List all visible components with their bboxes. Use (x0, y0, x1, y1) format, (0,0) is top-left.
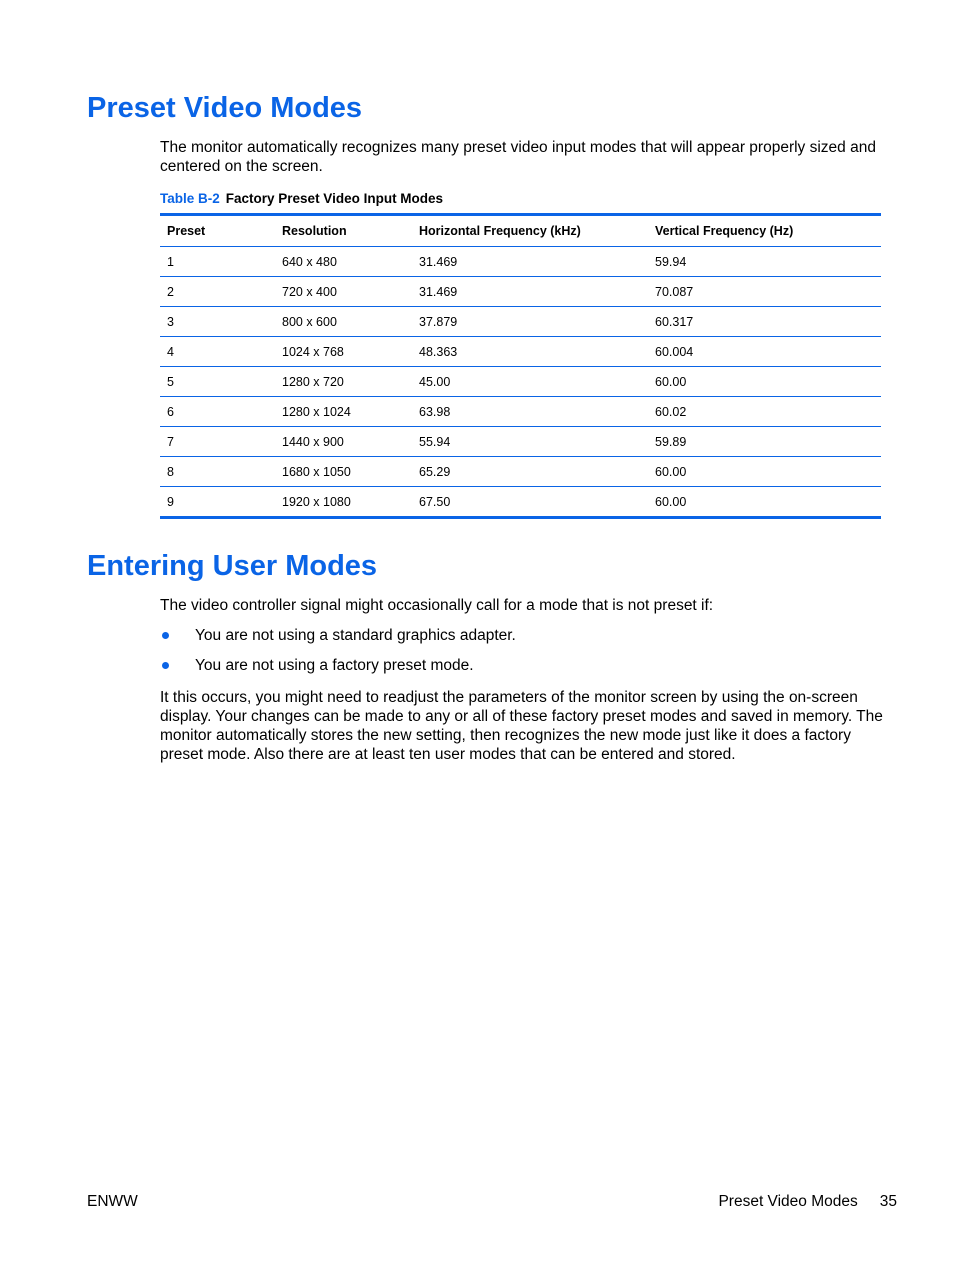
cell-vertical-frequency: 60.02 (655, 404, 687, 419)
cell-resolution: 720 x 400 (282, 284, 337, 299)
cell-horizontal-frequency: 67.50 (419, 494, 451, 509)
cell-vertical-frequency: 60.00 (655, 494, 687, 509)
table-caption-label: Table B-2 (160, 191, 220, 206)
cell-preset: 6 (167, 404, 174, 419)
cell-horizontal-frequency: 31.469 (419, 284, 458, 299)
cell-vertical-frequency: 59.94 (655, 254, 687, 269)
preset-intro-paragraph: The monitor automatically recognizes many preset video input modes that will appear properly sized and centered on the screen. (160, 139, 876, 175)
table-row (160, 367, 881, 397)
column-header-resolution: Resolution (282, 224, 347, 238)
bullet-text: You are not using a factory preset mode. (195, 656, 474, 674)
footer-doc-code: ENWW (87, 1193, 138, 1210)
cell-resolution: 800 x 600 (282, 314, 337, 329)
column-header-preset: Preset (167, 224, 206, 238)
table-row (160, 487, 881, 516)
cell-preset: 3 (167, 314, 174, 329)
cell-preset: 7 (167, 434, 174, 449)
cell-resolution: 1280 x 1024 (282, 404, 351, 419)
cell-preset: 1 (167, 254, 174, 269)
table-row (160, 247, 881, 277)
footer-page-info (718, 1192, 897, 1211)
table-caption-title: Factory Preset Video Input Modes (225, 191, 444, 206)
column-header-horizontal-frequency: Horizontal Frequency (kHz) (419, 224, 581, 238)
cell-vertical-frequency: 70.087 (655, 284, 694, 299)
cell-preset: 2 (167, 284, 174, 299)
footer-page-number: 35 (879, 1193, 897, 1210)
list-item (160, 656, 516, 675)
cell-resolution: 1440 x 900 (282, 434, 344, 449)
cell-horizontal-frequency: 63.98 (419, 404, 451, 419)
table-row (160, 457, 881, 487)
section-heading-entering-user-modes: Entering User Modes (87, 550, 378, 582)
cell-horizontal-frequency: 48.363 (419, 344, 458, 359)
table-header-row (160, 216, 881, 247)
user-modes-detail-paragraph: It this occurs, you might need to readjust the parameters of the monitor screen by using the on-screen display. Your changes can be made to any or all of these factory preset modes and saved in memory. The monitor automatically stores the new setting, then recognizes the new mode just like it does a factory preset mode. Also there are at least ten user modes that can be entered and stored. (160, 689, 883, 763)
user-modes-intro-paragraph: The video controller signal might occasionally call for a mode that is not preset if: (160, 597, 714, 614)
cell-preset: 5 (167, 374, 174, 389)
cell-vertical-frequency: 60.317 (655, 314, 694, 329)
table-row (160, 337, 881, 367)
column-header-vertical-frequency: Vertical Frequency (Hz) (655, 224, 794, 238)
table-caption (160, 190, 443, 208)
table-row (160, 427, 881, 457)
bullet-dot-icon (162, 632, 169, 639)
cell-resolution: 1920 x 1080 (282, 494, 351, 509)
footer-section-name: Preset Video Modes (718, 1193, 858, 1210)
list-item (160, 626, 516, 645)
cell-preset: 9 (167, 494, 174, 509)
cell-resolution: 640 x 480 (282, 254, 337, 269)
cell-vertical-frequency: 59.89 (655, 434, 687, 449)
cell-vertical-frequency: 60.004 (655, 344, 694, 359)
cell-horizontal-frequency: 55.94 (419, 434, 451, 449)
cell-vertical-frequency: 60.00 (655, 464, 687, 479)
cell-preset: 4 (167, 344, 174, 359)
section-heading-preset-video-modes: Preset Video Modes (87, 92, 363, 124)
cell-resolution: 1280 x 720 (282, 374, 344, 389)
table-row (160, 277, 881, 307)
table-row (160, 307, 881, 337)
cell-resolution: 1680 x 1050 (282, 464, 351, 479)
cell-horizontal-frequency: 31.469 (419, 254, 458, 269)
bullet-dot-icon (162, 662, 169, 669)
cell-horizontal-frequency: 65.29 (419, 464, 451, 479)
conditions-bullet-list (160, 626, 516, 686)
table-row (160, 397, 881, 427)
cell-horizontal-frequency: 37.879 (419, 314, 458, 329)
cell-vertical-frequency: 60.00 (655, 374, 687, 389)
cell-horizontal-frequency: 45.00 (419, 374, 451, 389)
preset-modes-table (160, 213, 881, 519)
cell-preset: 8 (167, 464, 174, 479)
cell-resolution: 1024 x 768 (282, 344, 344, 359)
bullet-text: You are not using a standard graphics adapter. (195, 626, 516, 644)
